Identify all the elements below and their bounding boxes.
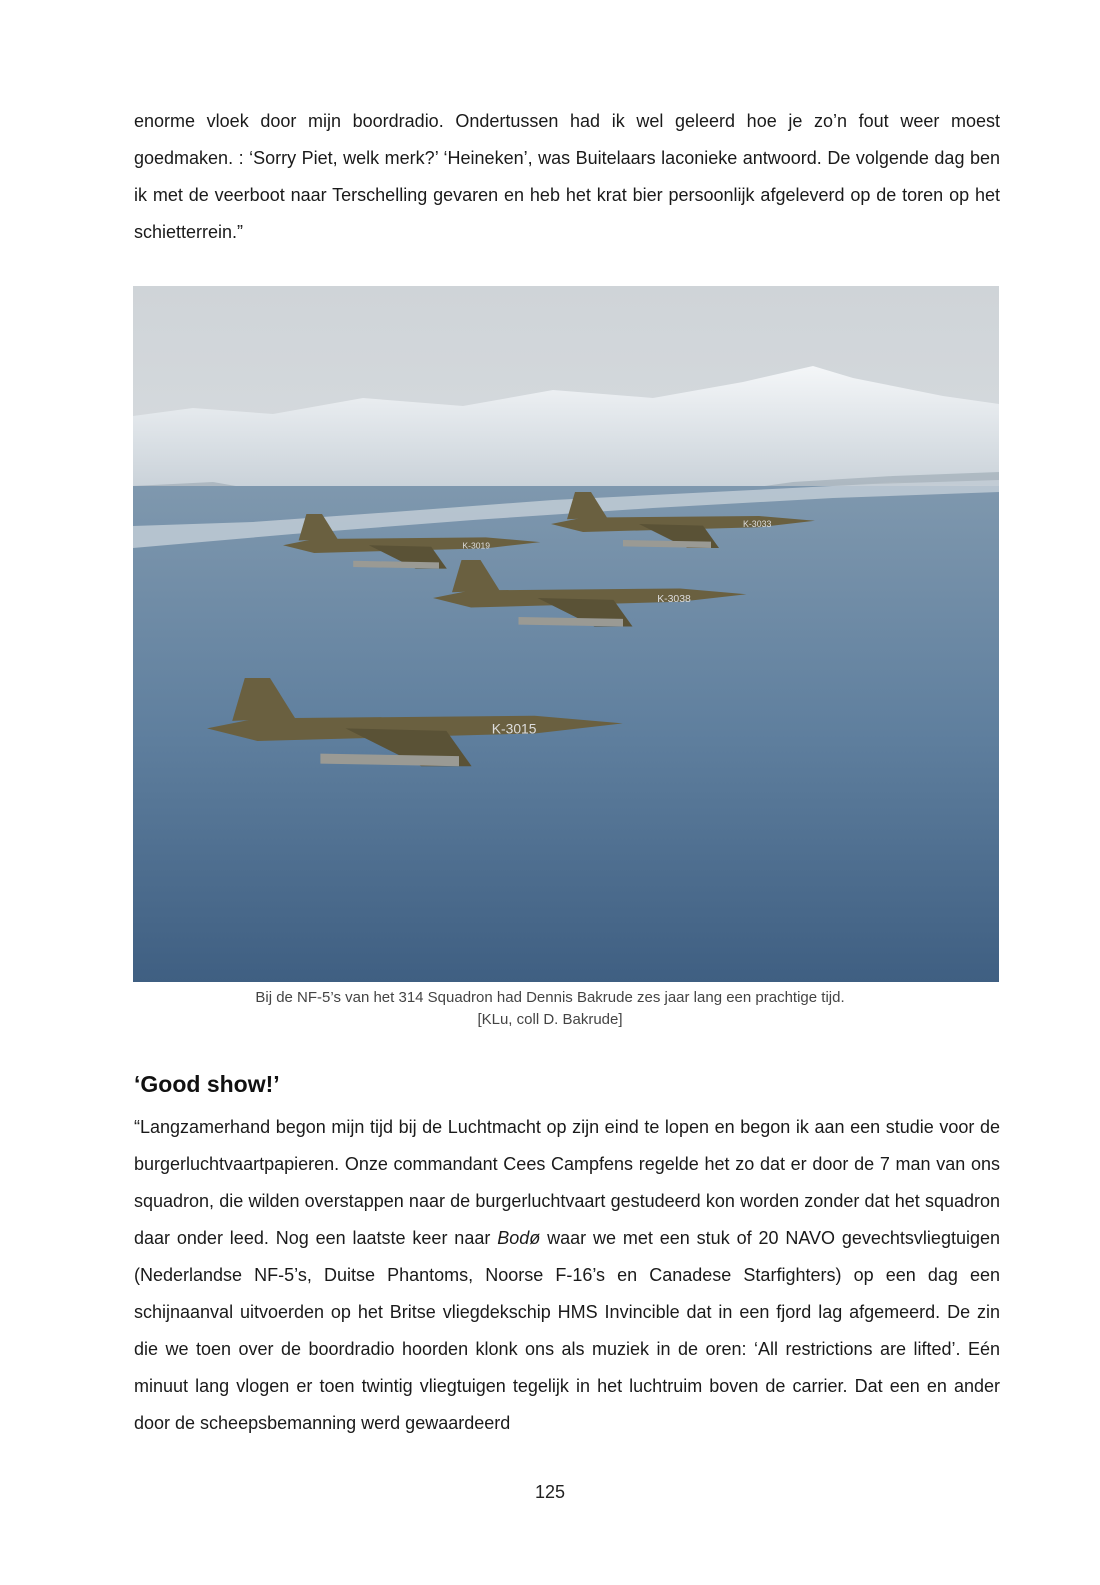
paragraph-section-part-2: waar we met een stuk of 20 NAVO gevechtsvliegtuigen (Nederlandse NF-5’s, Duitse Phantoms, Noorse F-16’s en Canadese Starfighters) op een dag een schijnaanval uitvoerden op het Britse vliegdekschip HMS Invincible dat in een fjord lag afgemeerd. De zin die we toen over de boordradio hoorden klonk ons als muziek in de oren: ‘All restrictions are lifted’. Eén minuut lang vlogen er toen twintig vliegtuigen tegelijk in het luchtruim boven de carrier. Dat een en ander door de scheepsbemanning werd gewaardeerd [134,1228,1000,1433]
page-number: 125 [534,1482,566,1502]
figure-caption: Bij de NF-5’s van het 314 Squadron had Dennis Bakrude zes jaar lang een prachtige tijd. [KLu, coll D. Bakrude] [255,989,845,1028]
tail-code: K-3015 [491,720,537,737]
paragraph-section [134,1109,1000,1442]
paragraph-intro: enorme vloek door mijn boordradio. Ondertussen had ik wel geleerd hoe je zo’n fout weer moest goedmaken. : ‘Sorry Piet, welk merk?’ ‘Heineken’, was Buitelaars laconieke antwoord. De volgende dag ben ik met de veerboot naar Terschelling gevaren en heb het krat bier persoonlijk afgeleverd op de toren op het schietterrein.” [134,111,1000,242]
section-heading: ‘Good show!’ [134,1071,280,1097]
aircraft-photo [133,286,999,982]
paragraph-section-part-1: “Langzamerhand begon mijn tijd bij de Luchtmacht op zijn eind te lopen en begon ik aan een studie voor de burgerluchtvaartpapieren. Onze commandant Cees Campfens regelde het zo dat er door de 7 man van ons squadron, die wilden overstappen naar de burgerluchtvaart gestudeerd kon worden zonder dat het squadron daar onder leed. Nog een laatste keer naar [134,1117,1000,1248]
tail-code: K-3033 [743,519,772,530]
tail-code: K-3038 [657,593,691,605]
place-name-emphasis: Bodø [497,1228,541,1248]
tail-code: K-3019 [462,540,491,551]
